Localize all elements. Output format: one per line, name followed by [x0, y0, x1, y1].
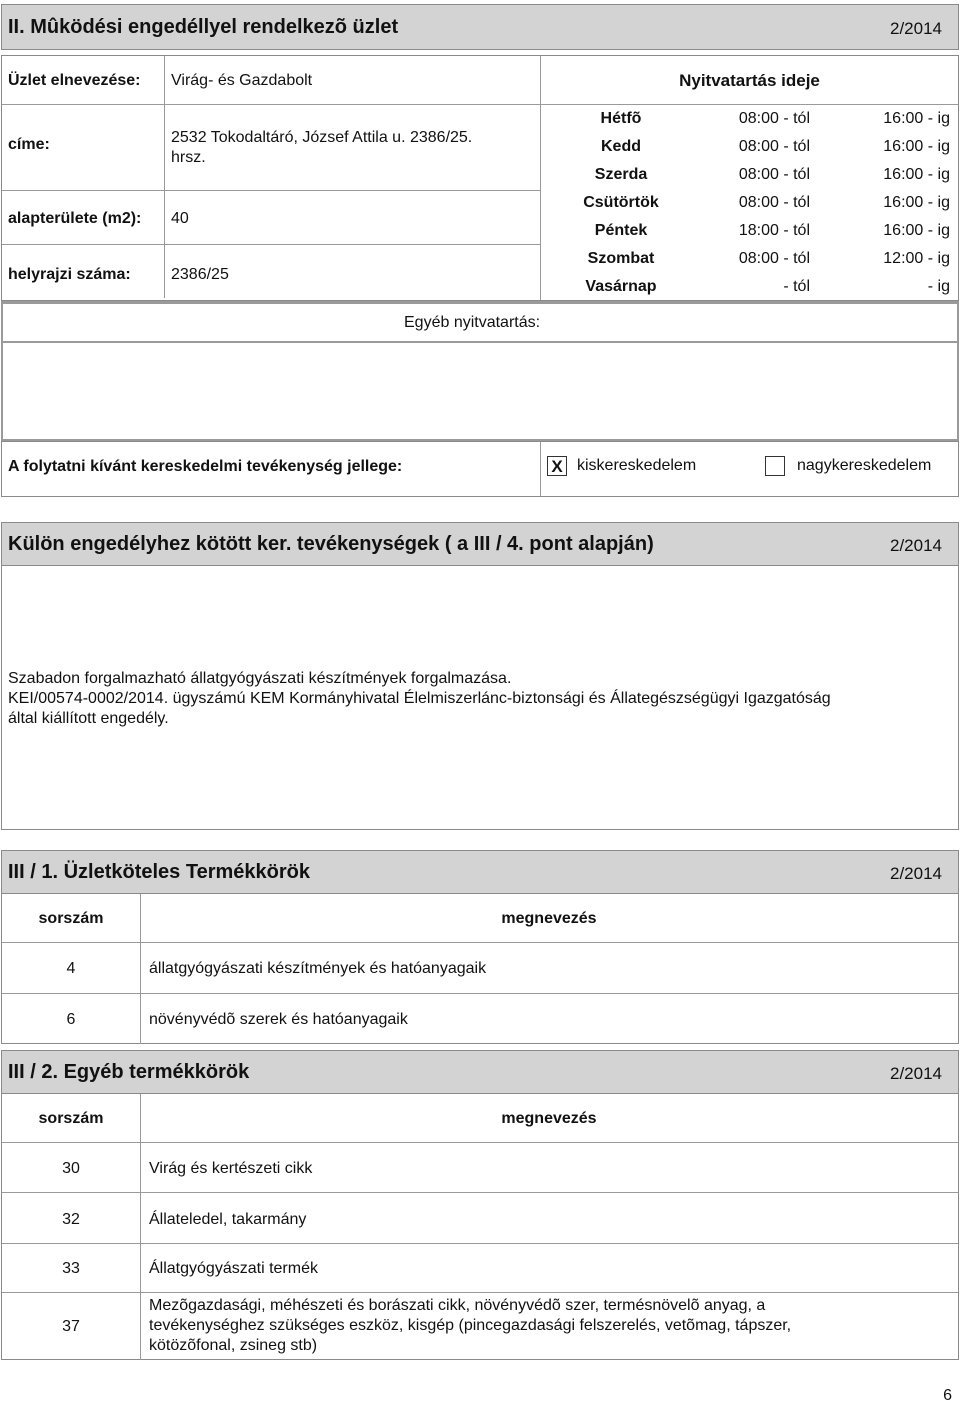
area-value: 40 — [171, 210, 189, 227]
row-name: állatgyógyászati készítmények és hatóanyagaik — [149, 960, 487, 977]
hours-from: 08:00 - tól — [738, 110, 810, 127]
section32-header — [1, 1050, 959, 1094]
row-num: 4 — [66, 960, 76, 977]
activity-label: A folytatni kívánt kereskedelmi tevékenység jellege: — [8, 458, 403, 475]
hours-day: Péntek — [594, 222, 648, 239]
name-label: Üzlet elnevezése: — [8, 72, 141, 89]
hours-from: 08:00 - tól — [738, 166, 810, 183]
licensed-title: Külön engedélyhez kötött ker. tevékenységek ( a III / 4. pont alapján) — [8, 532, 654, 555]
wholesale-label: nagykereskedelem — [797, 457, 932, 474]
retail-label: kiskereskedelem — [577, 457, 697, 474]
row-num: 37 — [62, 1318, 80, 1335]
row-num: 32 — [62, 1211, 80, 1228]
col-num-header: sorszám — [38, 1110, 104, 1127]
licensed-header — [1, 522, 959, 566]
row-name-line: kötözõfonal, zsineg stb) — [149, 1337, 318, 1354]
col-name-header: megnevezés — [501, 910, 597, 927]
row-name-line: tevékenységhez szükséges eszköz, kisgép (pincegazdasági felszerelés, vetõmag, tápszer, — [149, 1317, 792, 1334]
hours-to: 16:00 - ig — [883, 138, 950, 155]
row-num: 33 — [62, 1260, 80, 1277]
hours-from: 18:00 - tól — [738, 222, 810, 239]
area-label: alapterülete (m2): — [8, 210, 142, 227]
hours-day: Hétfõ — [600, 110, 642, 127]
section32-title: III / 2. Egyéb termékkörök — [8, 1060, 250, 1083]
row-name-line: Mezõgazdasági, méhészeti és borászati cikk, növényvédõ szer, termésnövelõ anyag, a — [149, 1297, 766, 1314]
licensed-line3: által kiállított engedély. — [8, 710, 169, 727]
hours-from: 08:00 - tól — [738, 194, 810, 211]
hours-to: 16:00 - ig — [883, 222, 950, 239]
wholesale-checkbox[interactable] — [765, 456, 785, 476]
row-name: Állateledel, takarmány — [149, 1211, 307, 1228]
hours-from: - tól — [783, 278, 810, 295]
hours-to: 16:00 - ig — [883, 166, 950, 183]
other-hours-box — [1, 301, 959, 441]
hours-to: 12:00 - ig — [883, 250, 950, 267]
hours-day: Kedd — [601, 138, 641, 155]
hours-to: 16:00 - ig — [883, 110, 950, 127]
section-code: 2/2014 — [890, 19, 942, 38]
parcel-label: helyrajzi száma: — [8, 266, 131, 283]
col-num-header: sorszám — [38, 910, 104, 927]
address-value: 2532 Tokodaltáró, József Attila u. 2386/25. hrsz. — [171, 129, 473, 166]
hours-day: Szombat — [587, 250, 655, 267]
section31-table — [1, 894, 959, 1044]
section31-header — [1, 850, 959, 894]
address-label: címe: — [8, 136, 50, 153]
hours-to: 16:00 - ig — [883, 194, 950, 211]
hours-day: Szerda — [594, 166, 648, 183]
section32-table — [1, 1094, 959, 1360]
licensed-body — [1, 566, 959, 830]
row-num: 6 — [66, 1011, 76, 1028]
parcel-value: 2386/25 — [171, 266, 229, 283]
retail-checkbox[interactable]: X — [547, 456, 567, 476]
page-number: 6 — [943, 1387, 952, 1404]
row-name: Állatgyógyászati termék — [149, 1260, 318, 1277]
row-name: Virág és kertészeti cikk — [149, 1160, 313, 1177]
hours-from: 08:00 - tól — [738, 250, 810, 267]
licensed-line2: KEI/00574-0002/2014. ügyszámú KEM Kormányhivatal Élelmiszerlánc-biztonsági és Állategészségügyi Igazgatóság — [8, 690, 831, 707]
hours-day: Vasárnap — [585, 278, 657, 295]
section-header — [1, 4, 959, 50]
name-value: Virág- és Gazdabolt — [171, 72, 313, 89]
licensed-line1: Szabadon forgalmazható állatgyógyászati készítmények forgalmazása. — [8, 670, 512, 687]
hours-day: Csütörtök — [583, 194, 659, 211]
row-name: növényvédõ szerek és hatóanyagaik — [149, 1011, 408, 1028]
section-title: II. Mûködési engedéllyel rendelkezõ üzlet — [8, 15, 399, 38]
hours-to: - ig — [927, 278, 950, 295]
licensed-code: 2/2014 — [890, 536, 942, 555]
hours-from: 08:00 - tól — [738, 138, 810, 155]
other-hours-label: Egyéb nyitvatartás: — [404, 314, 541, 331]
col-name-header: megnevezés — [501, 1110, 597, 1127]
section32-code: 2/2014 — [890, 1064, 942, 1083]
section31-code: 2/2014 — [890, 864, 942, 883]
hours-header: Nyitvatartás ideje — [679, 71, 820, 90]
section31-title: III / 1. Üzletköteles Termékkörök — [8, 860, 310, 883]
row-num: 30 — [62, 1160, 80, 1177]
